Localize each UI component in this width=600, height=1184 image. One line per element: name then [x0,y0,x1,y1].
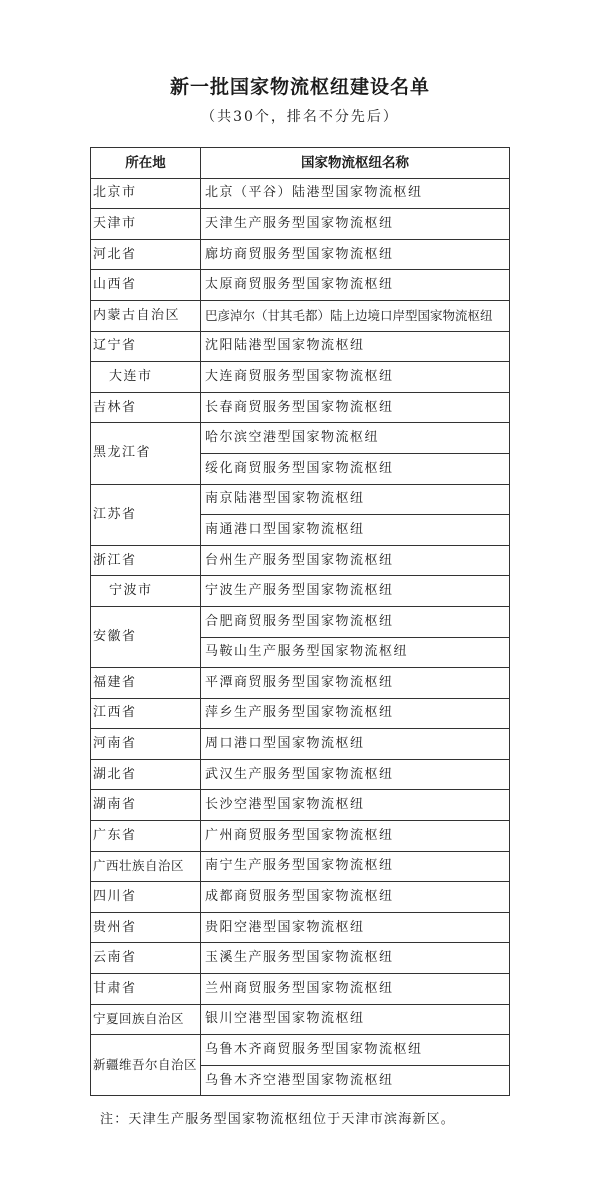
table-row [91,1035,510,1066]
table-row [91,821,510,852]
footnote: 注：天津生产服务型国家物流枢纽位于天津市滨海新区。 [100,1112,456,1127]
location-cell: 宁夏回族自治区 [91,1004,201,1035]
table-row [91,300,510,331]
hub-cell: 长沙空港型国家物流枢纽 [201,790,510,821]
table-row [91,178,510,209]
hub-cell: 萍乡生产服务型国家物流枢纽 [201,698,510,729]
location-cell: 北京市 [91,178,201,209]
location-cell: 湖南省 [91,790,201,821]
hub-cell: 台州生产服务型国家物流枢纽 [201,545,510,576]
location-cell: 河南省 [91,729,201,760]
hub-cell: 兰州商贸服务型国家物流枢纽 [201,974,510,1005]
document-subtitle: （共30个，排名不分先后） [201,109,399,125]
location-cell: 四川省 [91,882,201,913]
table-row [91,1004,510,1035]
hub-cell: 巴彦淖尔（甘其毛都）陆上边境口岸型国家物流枢纽 [201,300,510,331]
location-cell: 福建省 [91,668,201,699]
location-cell: 江西省 [91,698,201,729]
table-row [91,331,510,362]
table-row [91,576,510,607]
hub-cell: 合肥商贸服务型国家物流枢纽 [201,606,510,637]
table-row [91,362,510,393]
hub-cell: 平潭商贸服务型国家物流枢纽 [201,668,510,699]
hub-cell: 周口港口型国家物流枢纽 [201,729,510,760]
hub-cell: 南通港口型国家物流枢纽 [201,515,510,546]
location-cell: 广东省 [91,821,201,852]
table-row [91,270,510,301]
hub-cell: 武汉生产服务型国家物流枢纽 [201,759,510,790]
hub-cell: 乌鲁木齐商贸服务型国家物流枢纽 [201,1035,510,1066]
location-cell: 黑龙江省 [91,423,201,484]
location-cell: 广西壮族自治区 [91,851,201,882]
table-row [91,606,510,637]
table-row [91,545,510,576]
table-row [91,882,510,913]
table-row [91,423,510,454]
hub-cell: 长春商贸服务型国家物流枢纽 [201,392,510,423]
location-cell: 新疆维吾尔自治区 [91,1035,201,1096]
hub-cell: 北京（平谷）陆港型国家物流枢纽 [201,178,510,209]
hub-cell: 绥化商贸服务型国家物流枢纽 [201,453,510,484]
hub-cell: 银川空港型国家物流枢纽 [201,1004,510,1035]
hub-cell: 哈尔滨空港型国家物流枢纽 [201,423,510,454]
table-row [91,698,510,729]
table-row [91,668,510,699]
hub-cell: 太原商贸服务型国家物流枢纽 [201,270,510,301]
location-cell: 宁波市 [91,576,201,607]
hub-cell: 宁波生产服务型国家物流枢纽 [201,576,510,607]
table-row [91,729,510,760]
header-hub-name: 国家物流枢纽名称 [201,148,510,179]
table-row [91,392,510,423]
table-row [91,239,510,270]
hub-cell: 马鞍山生产服务型国家物流枢纽 [201,637,510,668]
document-title: 新一批国家物流枢纽建设名单 [169,76,430,98]
hub-cell: 沈阳陆港型国家物流枢纽 [201,331,510,362]
table-row [91,790,510,821]
hub-cell: 乌鲁木齐空港型国家物流枢纽 [201,1065,510,1096]
location-cell: 吉林省 [91,392,201,423]
table-body [91,178,510,1096]
hub-cell: 廊坊商贸服务型国家物流枢纽 [201,239,510,270]
hub-list-table [90,147,510,1096]
table-row [91,484,510,515]
location-cell: 江苏省 [91,484,201,545]
hub-cell: 玉溪生产服务型国家物流枢纽 [201,943,510,974]
hub-cell: 贵阳空港型国家物流枢纽 [201,912,510,943]
location-cell: 内蒙古自治区 [91,300,201,331]
location-cell: 河北省 [91,239,201,270]
hub-cell: 天津生产服务型国家物流枢纽 [201,209,510,240]
location-cell: 浙江省 [91,545,201,576]
location-cell: 大连市 [91,362,201,393]
hub-cell: 成都商贸服务型国家物流枢纽 [201,882,510,913]
location-cell: 湖北省 [91,759,201,790]
table-row [91,759,510,790]
location-cell: 云南省 [91,943,201,974]
table-row [91,209,510,240]
table-header-row [91,148,510,179]
location-cell: 安徽省 [91,606,201,667]
location-cell: 辽宁省 [91,331,201,362]
header-location: 所在地 [91,148,201,179]
hub-cell: 广州商贸服务型国家物流枢纽 [201,821,510,852]
location-cell: 天津市 [91,209,201,240]
hub-cell: 大连商贸服务型国家物流枢纽 [201,362,510,393]
table-row [91,912,510,943]
location-cell: 甘肃省 [91,974,201,1005]
hub-cell: 南京陆港型国家物流枢纽 [201,484,510,515]
table-row [91,851,510,882]
table-row [91,943,510,974]
location-cell: 山西省 [91,270,201,301]
hub-cell: 南宁生产服务型国家物流枢纽 [201,851,510,882]
table-row [91,974,510,1005]
location-cell: 贵州省 [91,912,201,943]
